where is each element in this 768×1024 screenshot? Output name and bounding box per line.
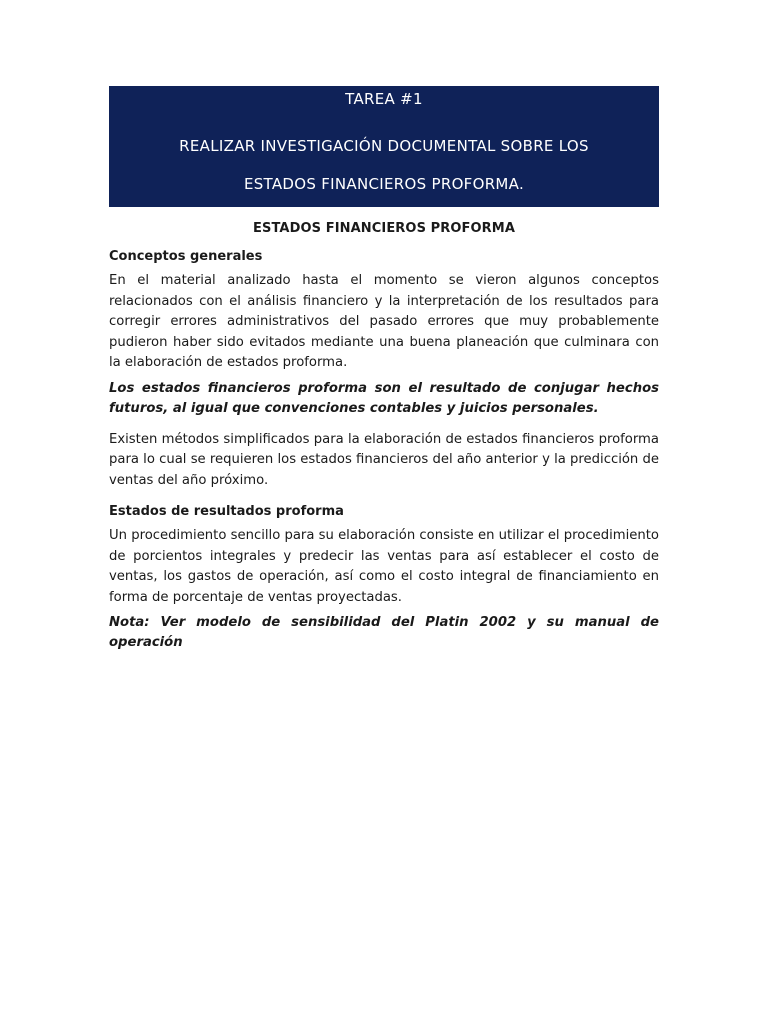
document-page [109, 86, 659, 653]
banner-heading-line-2: ESTADOS FINANCIEROS PROFORMA. [243, 175, 525, 193]
document-title: ESTADOS FINANCIEROS PROFORMA [253, 221, 515, 236]
banner-task-label: TAREA #1 [345, 90, 423, 108]
banner-heading-line-1: REALIZAR INVESTIGACIÓN DOCUMENTAL SOBRE LOS [179, 137, 589, 155]
section-heading-conceptos: Conceptos generales [109, 249, 263, 264]
paragraph-intro: En el material analizado hasta el momento se vieron algunos conceptos relacionados con el análisis financiero y la interpretación de los resultados para corregir errores administrativos del pasado errores que muy probablemente pudieron haber sido evitados mediante una buena planeación que culminara con la elaboración de estados proforma. [109, 273, 659, 370]
note-text: Nota: Ver modelo de sensibilidad del Platin 2002 y su manual de operación [109, 615, 659, 650]
paragraph-procedure: Un procedimiento sencillo para su elaboración consiste en utilizar el procedimiento de porcientos integrales y predecir las ventas para así establecer el costo de ventas, los gastos de operación, así como el costo integral de financiamiento en forma de porcentaje de ventas proyectadas. [109, 528, 659, 605]
title-banner [109, 86, 659, 207]
emphasis-definition: Los estados financieros proforma son el resultado de conjugar hechos futuros, al igual que convenciones contables y juicios personales. [109, 380, 659, 416]
paragraph-methods: Existen métodos simplificados para la elaboración de estados financieros proforma para lo cual se requieren los estados financieros del año anterior y la predicción de ventas del año próximo. [109, 431, 659, 488]
section-heading-resultados: Estados de resultados proforma [109, 504, 344, 519]
